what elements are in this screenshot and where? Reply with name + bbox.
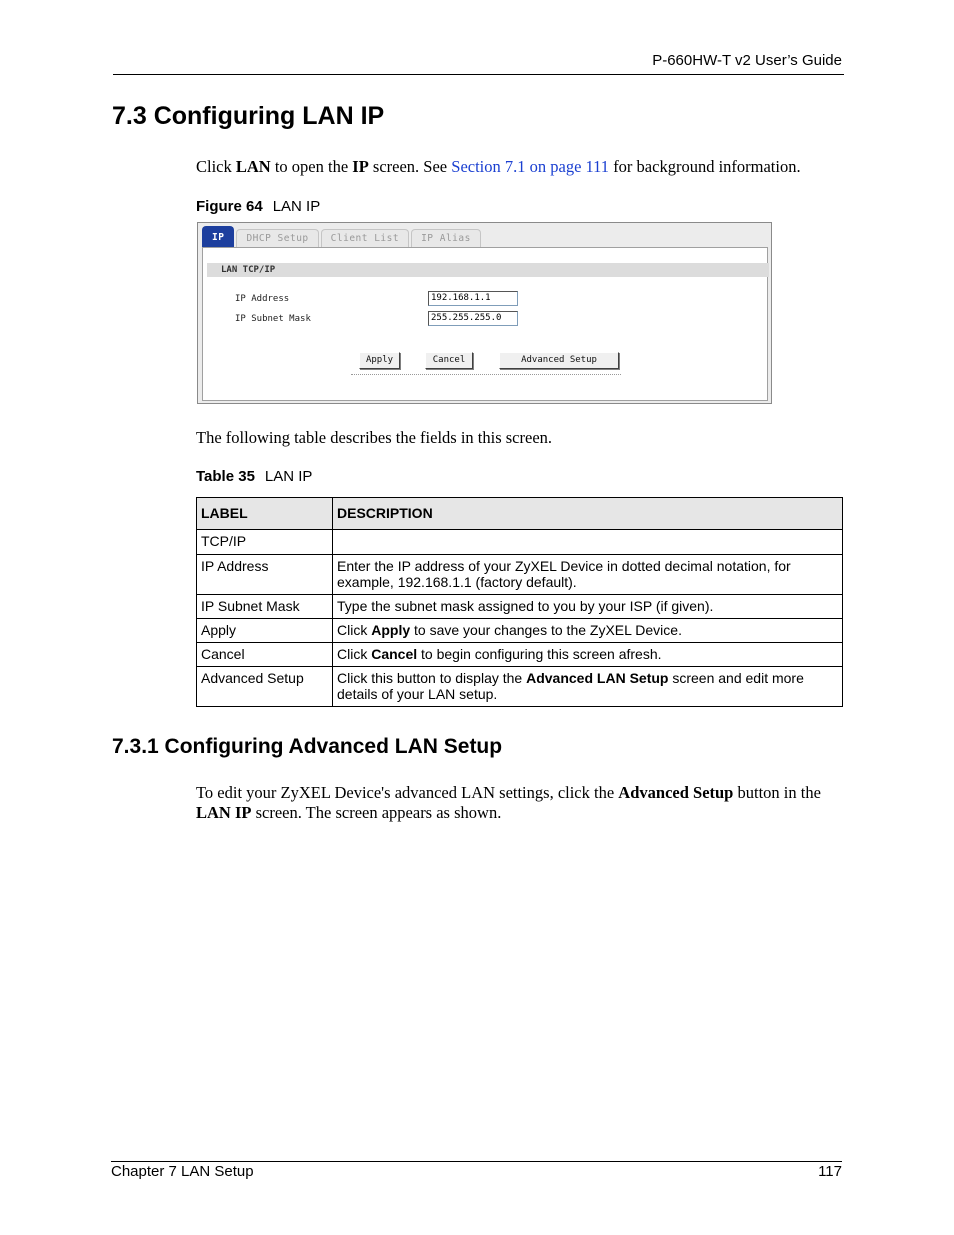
header-label: LABEL — [197, 498, 333, 530]
table-row — [197, 667, 843, 707]
row-label: Cancel — [197, 643, 333, 667]
row-label: Apply — [197, 619, 333, 643]
footer-rule — [111, 1161, 842, 1162]
row-description: Click Cancel to begin configuring this screen afresh. — [333, 643, 843, 667]
row-description: Click Apply to save your changes to the ZyXEL Device. — [333, 619, 843, 643]
subsection-heading: 7.3.1 Configuring Advanced LAN Setup — [112, 735, 503, 758]
tab-ip[interactable]: IP — [202, 226, 234, 248]
row-description: Enter the IP address of your ZyXEL Device in dotted decimal notation, for example, 192.168.1.1 (factory default). — [333, 555, 843, 595]
header-rule — [113, 74, 844, 75]
table-row — [197, 643, 843, 667]
table-row — [197, 555, 843, 595]
subsection-paragraph: To edit your ZyXEL Device's advanced LAN settings, click the Advanced Setup button in the LAN IP screen. The screen appears as shown. — [196, 783, 821, 822]
row-label: TCP/IP — [197, 530, 333, 555]
ip-address-label: IP Address — [235, 294, 290, 304]
section-heading: 7.3 Configuring LAN IP — [112, 102, 385, 130]
lan-ip-table — [196, 497, 843, 707]
table-row — [197, 595, 843, 619]
tab-bar — [202, 226, 483, 248]
figure-caption: Figure 64 LAN IP — [196, 198, 321, 215]
table-caption: Table 35 LAN IP — [196, 468, 313, 485]
row-label: Advanced Setup — [197, 667, 333, 707]
tab-ip-alias[interactable]: IP Alias — [411, 229, 481, 248]
subnet-mask-label: IP Subnet Mask — [235, 314, 311, 324]
table-row — [197, 619, 843, 643]
button-divider — [351, 374, 621, 375]
page-number: 117 — [818, 1163, 842, 1180]
table-row — [197, 530, 843, 555]
ip-address-input[interactable]: 192.168.1.1 — [428, 291, 518, 306]
row-description: Click this button to display the Advanced LAN Setup screen and edit more details of your LAN setup. — [333, 667, 843, 707]
table-lead-text: The following table describes the fields in this screen. — [196, 428, 553, 447]
section-link[interactable]: Section 7.1 on page 111 — [451, 157, 610, 176]
apply-button[interactable]: Apply — [359, 352, 400, 369]
guide-title: P-660HW-T v2 User’s Guide — [652, 52, 842, 69]
footer-chapter: Chapter 7 LAN Setup — [111, 1163, 254, 1180]
subnet-mask-input[interactable]: 255.255.255.0 — [428, 311, 518, 326]
row-label: IP Address — [197, 555, 333, 595]
row-description — [333, 530, 843, 555]
settings-panel — [202, 247, 768, 401]
table-header-row — [197, 498, 843, 530]
advanced-setup-button[interactable]: Advanced Setup — [499, 352, 619, 369]
header-description: DESCRIPTION — [333, 498, 843, 530]
tab-client-list[interactable]: Client List — [321, 229, 409, 248]
lan-ip-screenshot — [197, 222, 772, 404]
tab-dhcp-setup[interactable]: DHCP Setup — [236, 229, 318, 248]
intro-paragraph: Click LAN to open the IP screen. See Section 7.1 on page 111 for background information. — [196, 157, 801, 176]
row-description: Type the subnet mask assigned to you by your ISP (if given). — [333, 595, 843, 619]
row-label: IP Subnet Mask — [197, 595, 333, 619]
cancel-button[interactable]: Cancel — [425, 352, 473, 369]
group-title: LAN TCP/IP — [207, 263, 769, 277]
